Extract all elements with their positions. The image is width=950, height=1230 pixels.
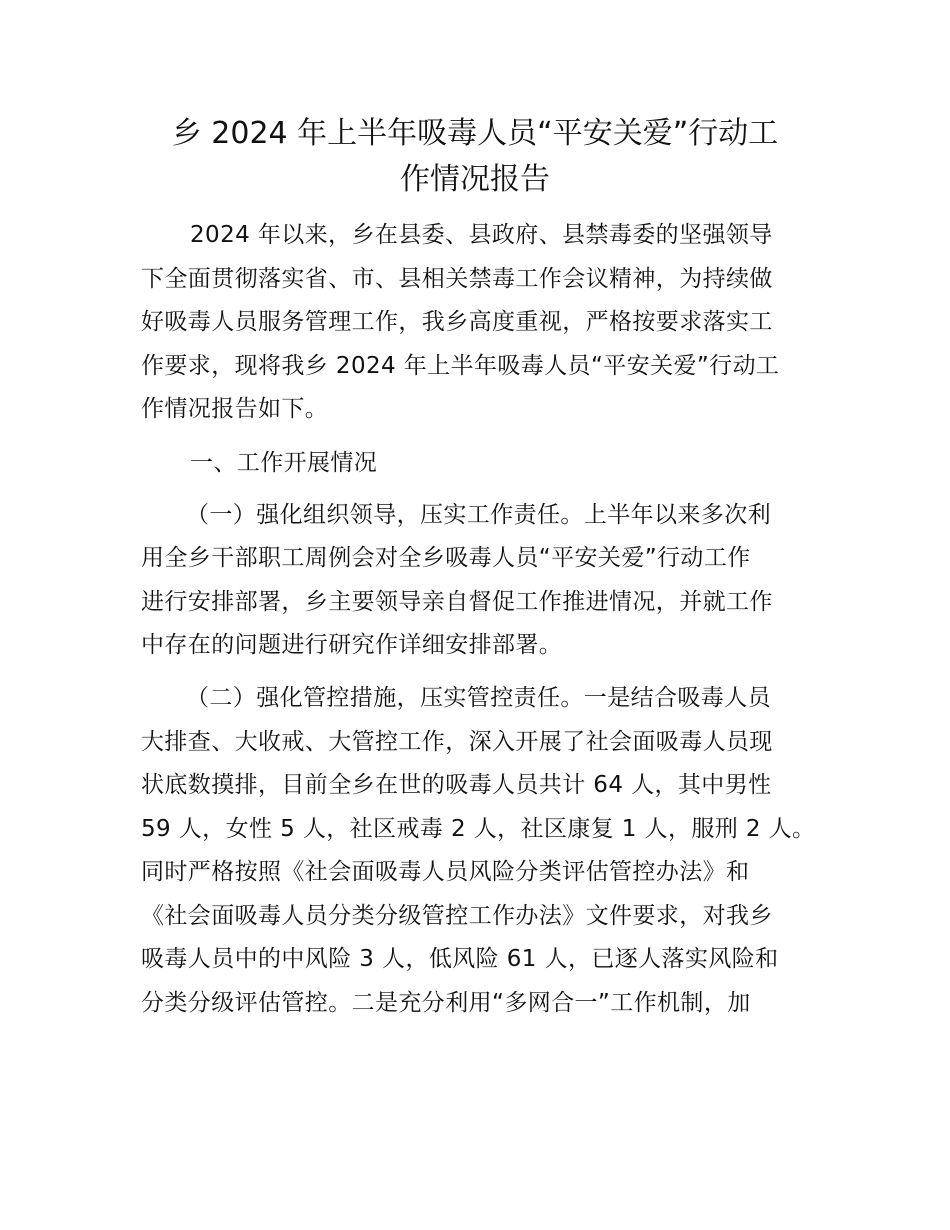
paragraph-3-line-3: 状底数摸排，目前全乡在世的吸毒人员共计 64 人，其中男性 <box>141 772 772 798</box>
paragraph-3-line-6: 《社会面吸毒人员分类分级管控工作办法》文件要求，对我乡 <box>141 903 773 929</box>
paragraph-2-line-3: 进行安排部署，乡主要领导亲自督促工作推进情况，并就工作 <box>141 589 773 615</box>
paragraph-3-line-8: 分类分级评估管控。二是充分利用“多网合一”工作机制，加 <box>141 990 751 1016</box>
paragraph-1-line-1: 2024 年以来，乡在县委、县政府、县禁毒委的坚强领导 <box>190 222 773 248</box>
document-title-line-2: 作情况报告 <box>400 162 550 197</box>
paragraph-2-line-2: 用全乡干部职工周例会对全乡吸毒人员“平安关爱”行动工作 <box>141 545 751 571</box>
paragraph-1-line-3: 好吸毒人员服务管理工作，我乡高度重视，严格按要求落实工 <box>141 309 773 335</box>
section-heading: 一、工作开展情况 <box>190 450 378 476</box>
paragraph-1-line-4: 作要求，现将我乡 2024 年上半年吸毒人员“平安关爱”行动工 <box>141 353 780 379</box>
paragraph-1-line-5: 作情况报告如下。 <box>141 396 329 422</box>
paragraph-2-line-4: 中存在的问题进行研究作详细安排部署。 <box>141 632 563 658</box>
paragraph-3-line-7: 吸毒人员中的中风险 3 人，低风险 61 人，已逐人落实风险和 <box>141 946 779 972</box>
paragraph-3-line-4: 59 人，女性 5 人，社区戒毒 2 人，社区康复 1 人，服刑 2 人。 <box>141 816 816 842</box>
paragraph-1-line-2: 下全面贯彻落实省、市、县相关禁毒工作会议精神，为持续做 <box>141 266 773 292</box>
document-title-line-1: 乡 2024 年上半年吸毒人员“平安关爱”行动工 <box>171 116 779 151</box>
paragraph-3-line-2: 大排查、大收戒、大管控工作，深入开展了社会面吸毒人员现 <box>141 729 773 755</box>
paragraph-3-line-5: 同时严格按照《社会面吸毒人员风险分类评估管控办法》和 <box>141 859 750 885</box>
paragraph-3-line-1: （二）强化管控措施，压实管控责任。一是结合吸毒人员 <box>186 685 771 711</box>
paragraph-2-line-1: （一）强化组织领导，压实工作责任。上半年以来多次利 <box>186 502 771 528</box>
